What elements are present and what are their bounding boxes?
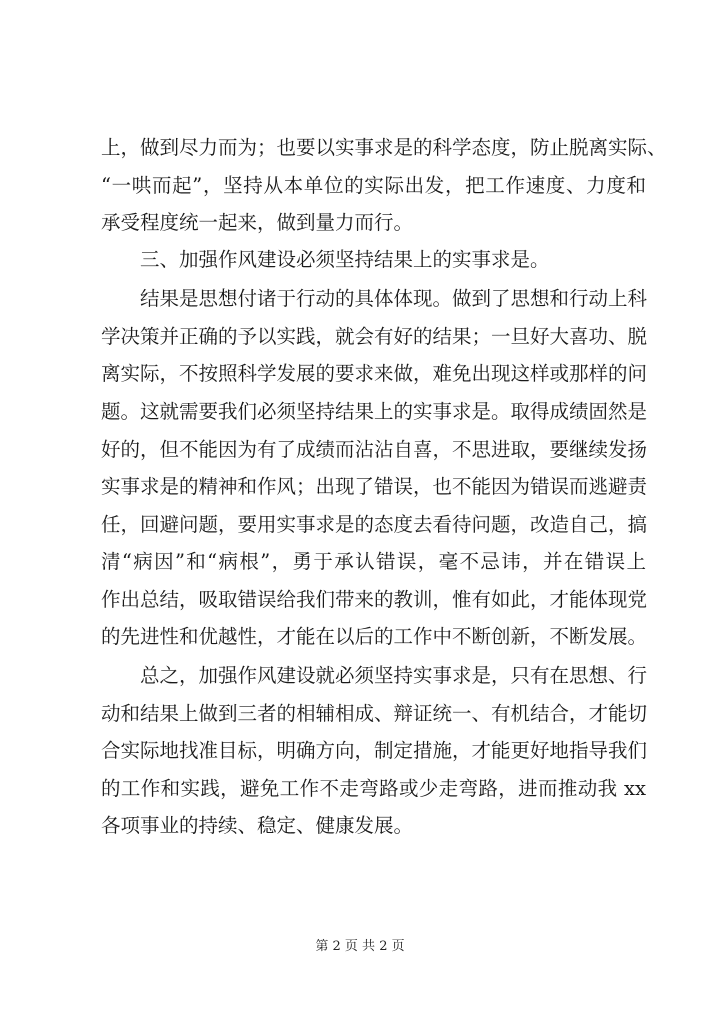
- body-line: 承受程度统一起来，做到量力而行。: [101, 211, 414, 234]
- body-line: 结果是思想付诸于行动的具体体现。做到了思想和行动上科: [140, 287, 648, 310]
- body-line: 任，回避问题，要用实事求是的态度去看待问题，改造自己，搞: [101, 513, 648, 536]
- body-line: 离实际，不按照科学发展的要求来做，难免出现这样或那样的问: [101, 362, 648, 385]
- body-line: 清“病因”和“病根”，勇于承认错误，毫不忌讳，并在错误上: [101, 550, 646, 573]
- body-line: 的工作和实践，避免工作不走弯路或少走弯路，进而推动我 xx: [101, 777, 646, 800]
- body-line: “一哄而起”，坚持从本单位的实际出发，把工作速度、力度和: [101, 174, 646, 197]
- body-line: 的先进性和优越性，才能在以后的工作中不断创新，不断发展。: [101, 625, 648, 648]
- body-line: 学决策并正确的予以实践，就会有好的结果；一旦好大喜功、脱: [101, 325, 648, 348]
- body-line: 题。这就需要我们必须坚持结果上的实事求是。取得成绩固然是: [101, 400, 648, 423]
- body-line: 各项事业的持续、稳定、健康发展。: [101, 814, 414, 837]
- body-line: 动和结果上做到三者的相辅相成、辩证统一、有机结合，才能切: [101, 702, 648, 725]
- body-line: 上，做到尽力而为；也要以实事求是的科学态度，防止脱离实际、: [101, 136, 667, 159]
- body-line: 合实际地找准目标，明确方向，制定措施，才能更好地指导我们: [101, 739, 648, 762]
- section-heading: 三、加强作风建设必须坚持结果上的实事求是。: [140, 248, 550, 271]
- page-number-footer: 第 2 页 共 2 页: [315, 939, 405, 954]
- body-line: 实事求是的精神和作风；出现了错误，也不能因为错误而逃避责: [101, 475, 648, 498]
- body-line: 总之，加强作风建设就必须坚持实事求是，只有在思想、行: [140, 664, 648, 687]
- body-line: 好的，但不能因为有了成绩而沾沾自喜，不思进取，要继续发扬: [101, 438, 648, 461]
- body-line: 作出总结，吸取错误给我们带来的教训，惟有如此，才能体现党: [101, 588, 648, 611]
